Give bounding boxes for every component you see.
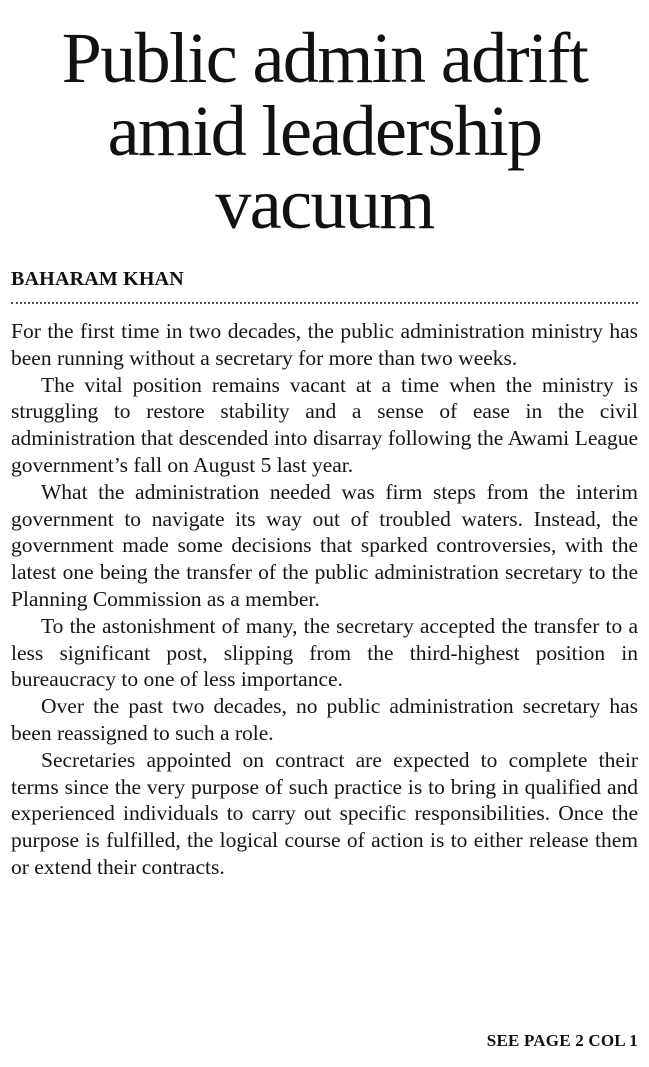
headline-line-1: Public admin adrift bbox=[61, 18, 588, 98]
headline-line-3: vacuum bbox=[215, 164, 434, 244]
paragraph-6: Secretaries appointed on contract are expected to complete their terms since the very purpose of such practice is to bring in qualified and experienced individuals to carry out specific responsibilities. Once the purpose is fulfilled, the logical course of action is to either release them or extend their contracts. bbox=[11, 747, 638, 879]
paragraph-2: The vital position remains vacant at a time when the ministry is struggling to restore stability and a sense of ease in the civil administration that descended into disarray following the Awami League government’s fall on August 5 last year. bbox=[11, 372, 638, 477]
paragraph-4: To the astonishment of many, the secretary accepted the transfer to a less significant post, slipping from the third-highest position in bureaucracy to one of less importance. bbox=[11, 613, 638, 692]
byline: BAHARAM KHAN bbox=[11, 268, 184, 290]
dotted-divider bbox=[11, 302, 638, 304]
paragraph-1: For the first time in two decades, the public administration ministry has been running without a secretary for more than two weeks. bbox=[11, 319, 638, 370]
article-body bbox=[11, 318, 638, 881]
headline bbox=[0, 0, 649, 244]
headline-line-2: amid leadership bbox=[107, 91, 542, 171]
paragraph-3: What the administration needed was firm steps from the interim government to navigate its way out of troubled waters. Instead, the government made some decisions that sparked controversies, with the latest one being the transfer of the public administration secretary to the Planning Commission as a member. bbox=[11, 479, 638, 611]
continued-on-page-label: SEE PAGE 2 COL 1 bbox=[486, 1031, 638, 1050]
paragraph-5: Over the past two decades, no public administration secretary has been reassigned to such a role. bbox=[11, 694, 638, 745]
